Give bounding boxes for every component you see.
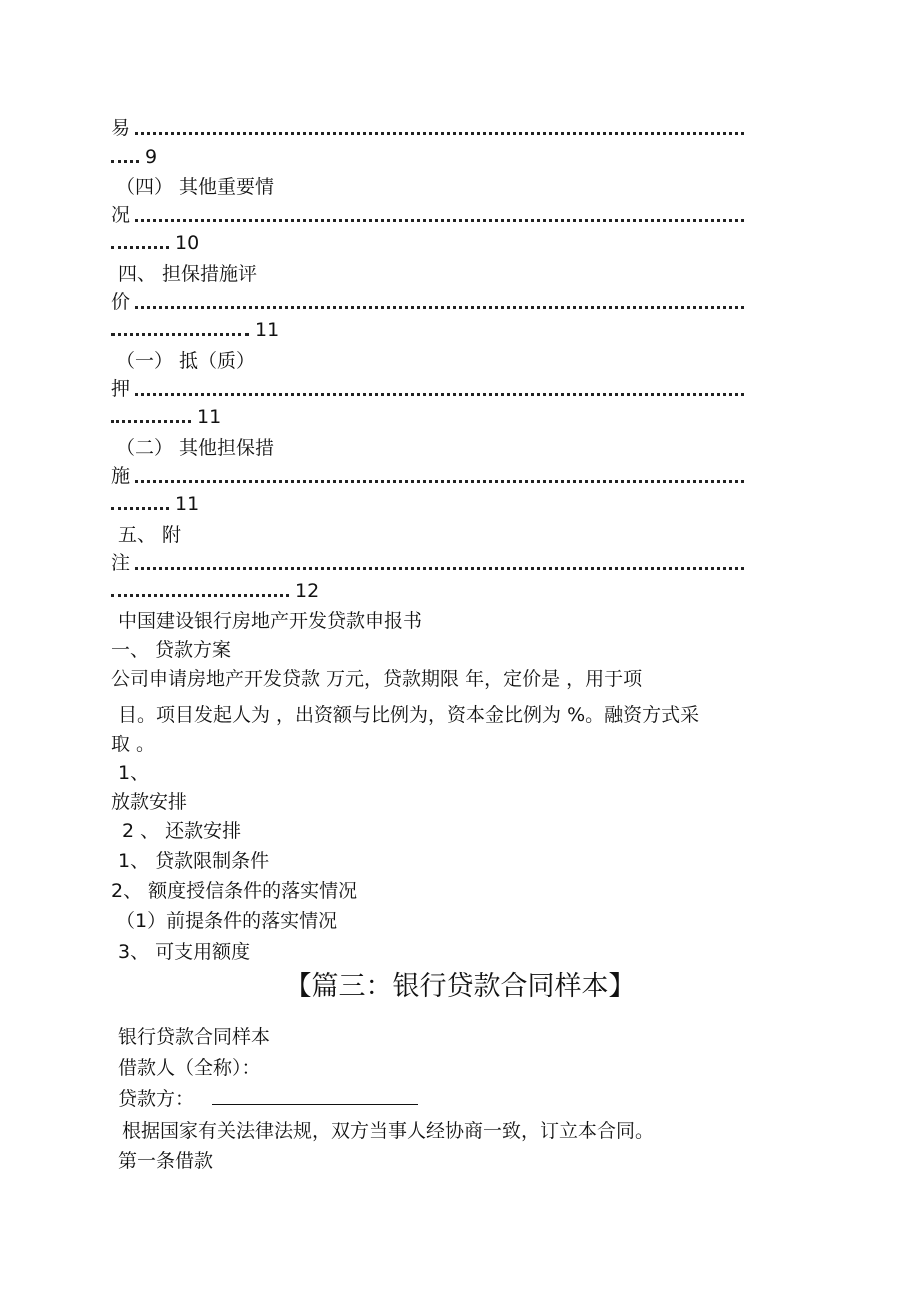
toc-entry-prefix: 五、 附 (118, 524, 182, 546)
toc-entry-prefix: 四、 担保措施评 (118, 263, 258, 285)
toc-line (111, 203, 744, 227)
toc-line-tail (111, 318, 279, 342)
lender-line (118, 1086, 418, 1111)
paragraph-line: 取 。 (111, 733, 156, 755)
toc-page-number: 9 (145, 146, 158, 168)
document-title: 中国建设银行房地产开发贷款申报书 (118, 610, 423, 632)
borrower-label: 借款人（全称）： (118, 1057, 261, 1079)
list-item-number: 1、 (118, 762, 150, 784)
list-item: （1）前提条件的落实情况 (116, 910, 338, 932)
list-item: 3、 可支用额度 (118, 941, 251, 963)
toc-line-tail (111, 231, 199, 255)
toc-entry-prefix: （四） 其他重要情 (116, 176, 275, 198)
toc-entry-head: 注 (111, 552, 131, 574)
preamble: 根据国家有关法律法规，双方当事人经协商一致，订立本合同。 (122, 1120, 655, 1142)
list-item: 1、 贷款限制条件 (118, 850, 270, 872)
list-item: 2、 额度授信条件的落实情况 (111, 880, 358, 902)
toc-line-tail (111, 492, 199, 516)
toc-line (111, 377, 744, 401)
toc-entry-head: 押 (111, 378, 131, 400)
section-heading: 一、 贷款方案 (111, 639, 232, 661)
part-heading: 【篇三：银行贷款合同样本】 (284, 971, 636, 1002)
toc-entry-prefix: （一） 抵（质） (116, 350, 256, 372)
toc-line (111, 464, 744, 488)
list-item: 放款安排 (111, 791, 188, 813)
toc-page-number: 11 (175, 493, 200, 515)
toc-line-tail (111, 145, 157, 169)
paragraph-line: 目。项目发起人为 ，出资额与比例为，资本金比例为 %。融资方式采 (118, 704, 700, 726)
toc-line (111, 290, 744, 314)
toc-line-tail (111, 405, 221, 429)
toc-entry-head: 易 (111, 117, 131, 139)
toc-page-number: 11 (197, 406, 222, 428)
toc-page-number: 10 (175, 232, 200, 254)
toc-line-tail (111, 579, 319, 603)
lender-label: 贷款方： (118, 1088, 195, 1110)
paragraph-line: 公司申请房地产开发贷款 万元，贷款期限 年，定价是 ，用于项 (111, 668, 643, 690)
lender-blank (212, 1086, 418, 1105)
toc-entry-head: 价 (111, 291, 131, 313)
toc-entry-head: 况 (111, 204, 131, 226)
toc-entry-prefix: （二） 其他担保措 (116, 437, 275, 459)
toc-line (111, 116, 744, 140)
list-item: 2 、 还款安排 (122, 820, 242, 842)
toc-line (111, 551, 744, 575)
toc-page-number: 12 (295, 580, 320, 602)
article-heading: 第一条借款 (118, 1150, 214, 1172)
contract-title: 银行贷款合同样本 (118, 1026, 271, 1048)
toc-entry-head: 施 (111, 465, 131, 487)
toc-page-number: 11 (255, 319, 280, 341)
